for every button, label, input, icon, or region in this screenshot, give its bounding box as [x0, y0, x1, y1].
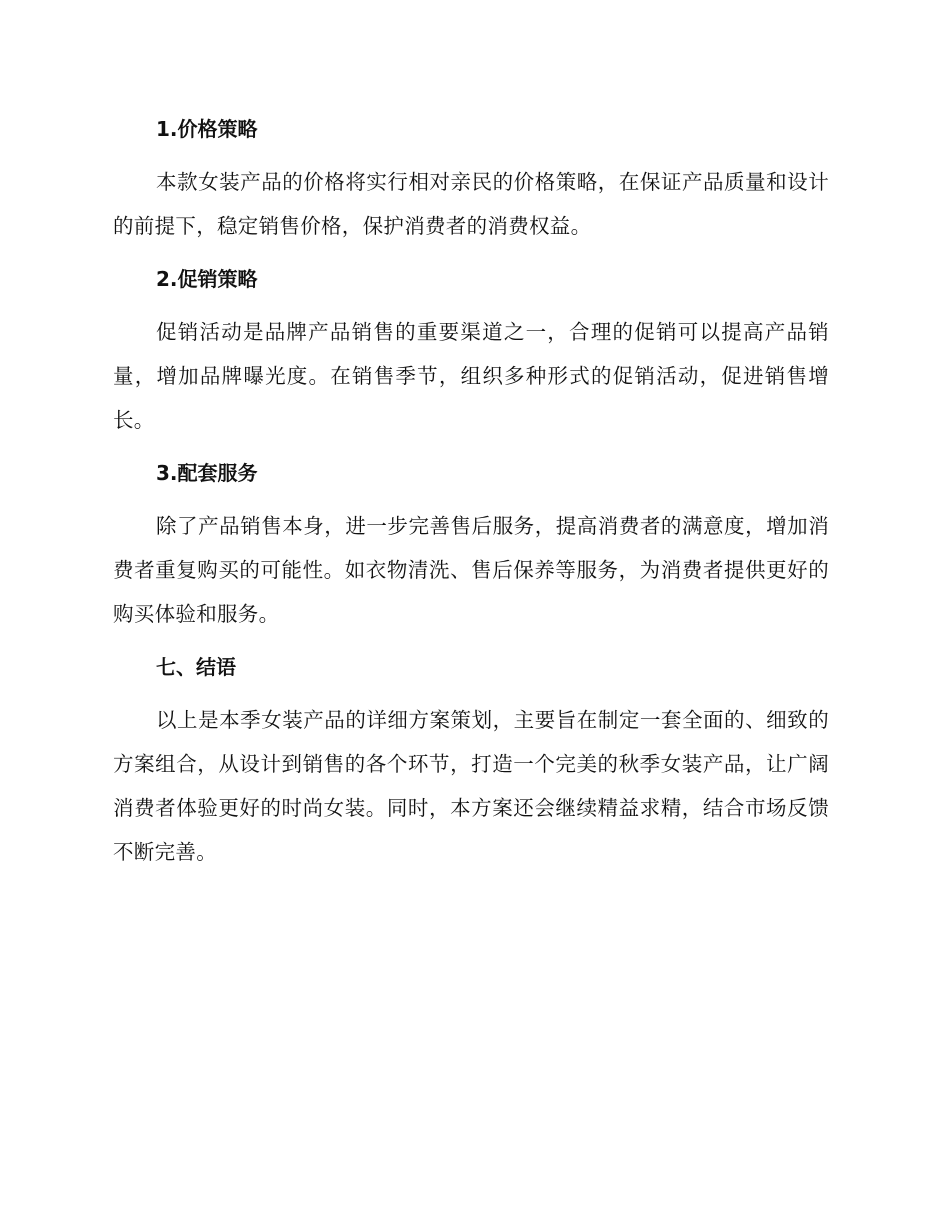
section-paragraph: 促销活动是品牌产品销售的重要渠道之一，合理的促销可以提高产品销量，增加品牌曝光度。在销售季节，组织多种形式的促销活动，促进销售增长。: [113, 320, 829, 432]
section-conclusion: [113, 650, 829, 874]
section-heading: 1.价格策略: [156, 117, 258, 141]
section-heading: 七、结语: [156, 655, 236, 679]
section-supporting-services: [113, 456, 829, 650]
section-heading: 3.配套服务: [156, 461, 258, 485]
section-paragraph: 本款女装产品的价格将实行相对亲民的价格策略，在保证产品质量和设计的前提下，稳定销售价格，保护消费者的消费权益。: [113, 170, 829, 238]
document-body: [113, 112, 829, 874]
section-heading: 2.促销策略: [156, 267, 258, 291]
section-paragraph: 以上是本季女装产品的详细方案策划，主要旨在制定一套全面的、细致的方案组合，从设计到销售的各个环节，打造一个完美的秋季女装产品，让广阔消费者体验更好的时尚女装。同时，本方案还会继续精益求精，结合市场反馈不断完善。: [113, 708, 829, 864]
section-promotion-strategy: [113, 262, 829, 456]
section-price-strategy: [113, 112, 829, 262]
section-paragraph: 除了产品销售本身，进一步完善售后服务，提高消费者的满意度，增加消费者重复购买的可能性。如衣物清洗、售后保养等服务，为消费者提供更好的购买体验和服务。: [113, 514, 829, 626]
